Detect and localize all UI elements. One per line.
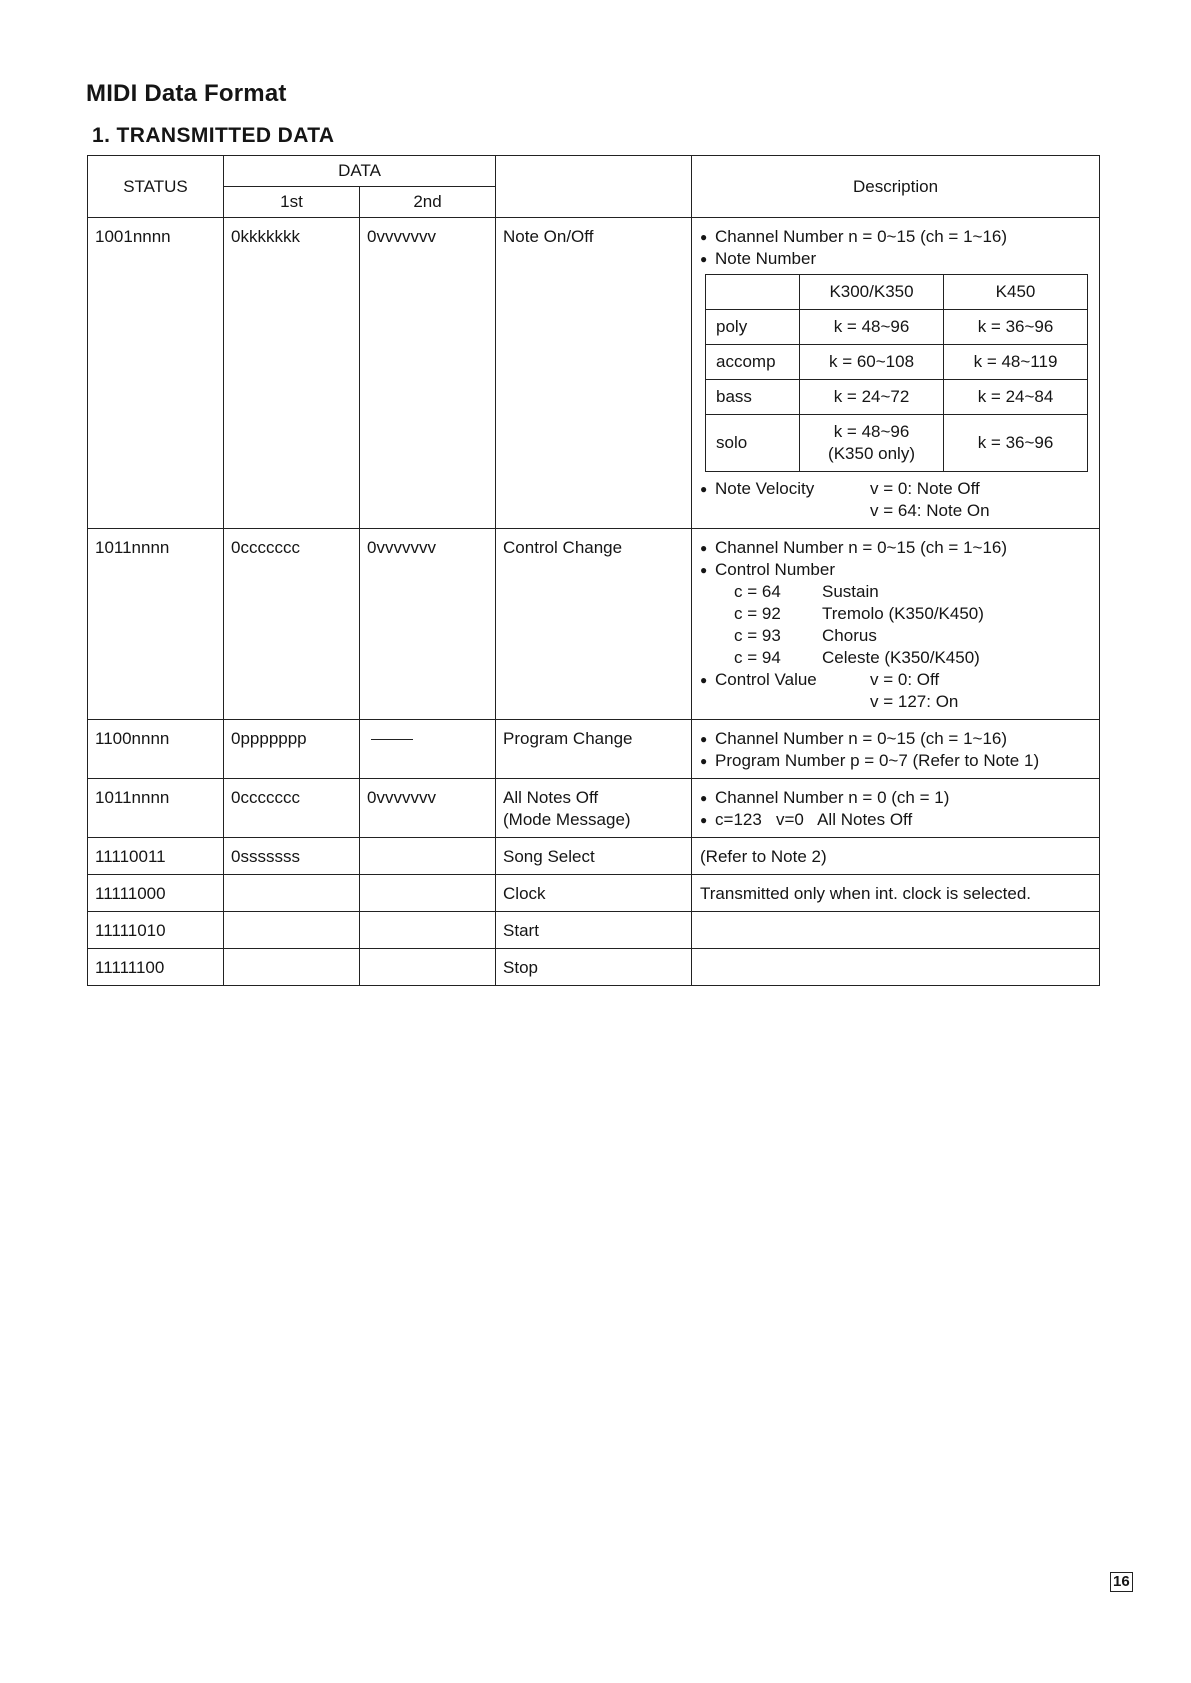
table-row [88, 779, 1100, 838]
message-name-cell: Song Select [496, 838, 692, 875]
note-table-header: K300/K350 [800, 275, 944, 310]
note-table-value: k = 48~96 [833, 422, 910, 441]
note-table-subnote: (K350 only) [828, 444, 915, 463]
second-byte-cell [360, 720, 496, 779]
description-header: Description [692, 156, 1100, 218]
message-name-cell [496, 779, 692, 838]
message-name-cell: Start [496, 912, 692, 949]
desc-line: ● Note Velocity v = 0: Note Off [700, 479, 980, 498]
status-cell: 1100nnnn [88, 720, 224, 779]
desc-line: ● Channel Number n = 0~15 (ch = 1~16) [700, 729, 1008, 748]
description-cell [692, 720, 1100, 779]
data-header: DATA [224, 156, 496, 187]
note-table-label: accomp [706, 345, 800, 380]
bullet-icon: ● [700, 673, 708, 687]
status-cell: 11110011 [88, 838, 224, 875]
description-cell [692, 218, 1100, 529]
page-title: MIDI Data Format [86, 80, 287, 107]
control-line: c = 92 Tremolo (K350/K450) [734, 604, 984, 623]
message-subname: (Mode Message) [503, 810, 631, 829]
first-byte-cell: 0sssssss [224, 838, 360, 875]
control-line: c = 93 Chorus [734, 626, 877, 645]
description-cell [692, 779, 1100, 838]
description-cell [692, 949, 1100, 986]
status-cell: 1011nnnn [88, 529, 224, 720]
status-cell: 11111100 [88, 949, 224, 986]
second-byte-cell [360, 949, 496, 986]
note-table-cell: k = 48~119 [944, 345, 1088, 380]
note-table-cell: k = 36~96 [944, 310, 1088, 345]
note-table-cell: k = 24~72 [800, 380, 944, 415]
second-byte-header: 2nd [360, 187, 496, 218]
second-byte-cell: 0vvvvvvv [360, 779, 496, 838]
message-name: All Notes Off [503, 788, 599, 807]
message-name-cell: Stop [496, 949, 692, 986]
note-table-cell: k = 36~96 [944, 415, 1088, 472]
desc-line: v = 127: On [870, 692, 959, 711]
desc-line: ● Control Number [700, 560, 836, 579]
note-table-cell: k = 48~96 [800, 310, 944, 345]
note-table-cell: k = 60~108 [800, 345, 944, 380]
section-title: 1. TRANSMITTED DATA [92, 124, 335, 147]
description-cell: (Refer to Note 2) [692, 838, 1100, 875]
message-name-cell: Control Change [496, 529, 692, 720]
dash-mark [371, 739, 413, 740]
note-table-header: K450 [944, 275, 1088, 310]
first-byte-cell: 0ppppppp [224, 720, 360, 779]
desc-line: ● Channel Number n = 0 (ch = 1) [700, 788, 950, 807]
status-cell: 1001nnnn [88, 218, 224, 529]
desc-line: ● Program Number p = 0~7 (Refer to Note 1) [700, 751, 1040, 770]
first-byte-cell: 0kkkkkkk [224, 218, 360, 529]
second-byte-cell: 0vvvvvvv [360, 218, 496, 529]
desc-line: v = 64: Note On [870, 501, 990, 520]
first-byte-cell: 0ccccccc [224, 529, 360, 720]
message-name-cell: Note On/Off [496, 218, 692, 529]
second-byte-cell [360, 838, 496, 875]
bullet-icon: ● [700, 732, 708, 746]
second-byte-cell [360, 875, 496, 912]
name-header [496, 156, 692, 218]
description-cell [692, 529, 1100, 720]
message-name-cell: Clock [496, 875, 692, 912]
desc-line: ● Note Number [700, 249, 817, 268]
status-cell: 11111000 [88, 875, 224, 912]
description-cell [692, 912, 1100, 949]
first-byte-header: 1st [224, 187, 360, 218]
status-cell: 1011nnnn [88, 779, 224, 838]
table-row [88, 720, 1100, 779]
bullet-icon: ● [700, 252, 708, 266]
table-row [88, 838, 1100, 875]
desc-line: ● Channel Number n = 0~15 (ch = 1~16) [700, 538, 1008, 557]
table-row [88, 875, 1100, 912]
note-table-label: poly [706, 310, 800, 345]
bullet-icon: ● [700, 813, 708, 827]
table-row [88, 949, 1100, 986]
bullet-icon: ● [700, 541, 708, 555]
note-table-cell: k = 24~84 [944, 380, 1088, 415]
first-byte-cell [224, 875, 360, 912]
desc-line: ● Control Value v = 0: Off [700, 670, 940, 689]
table-row [88, 912, 1100, 949]
table-row [88, 218, 1100, 529]
second-byte-cell [360, 912, 496, 949]
note-table-cell [800, 415, 944, 472]
first-byte-cell [224, 912, 360, 949]
first-byte-cell [224, 949, 360, 986]
desc-line: ● Channel Number n = 0~15 (ch = 1~16) [700, 227, 1008, 246]
bullet-icon: ● [700, 482, 708, 496]
transmitted-data-table [87, 155, 1100, 986]
note-table-label: bass [706, 380, 800, 415]
bullet-icon: ● [700, 791, 708, 805]
table-row [88, 529, 1100, 720]
bullet-icon: ● [700, 754, 708, 768]
first-byte-cell: 0ccccccc [224, 779, 360, 838]
description-cell: Transmitted only when int. clock is selected. [692, 875, 1100, 912]
control-line: c = 94 Celeste (K350/K450) [734, 648, 980, 667]
desc-line: ● c=123 v=0 All Notes Off [700, 810, 913, 829]
note-table-corner [706, 275, 800, 310]
status-header: STATUS [88, 156, 224, 218]
bullet-icon: ● [700, 230, 708, 244]
status-cell: 11111010 [88, 912, 224, 949]
second-byte-cell: 0vvvvvvv [360, 529, 496, 720]
message-name-cell: Program Change [496, 720, 692, 779]
note-range-table [705, 274, 1088, 472]
header-row-top [88, 156, 1100, 187]
bullet-icon: ● [700, 563, 708, 577]
control-line: c = 64 Sustain [734, 582, 879, 601]
page-number: 16 [1110, 1572, 1133, 1592]
note-table-label: solo [706, 415, 800, 472]
